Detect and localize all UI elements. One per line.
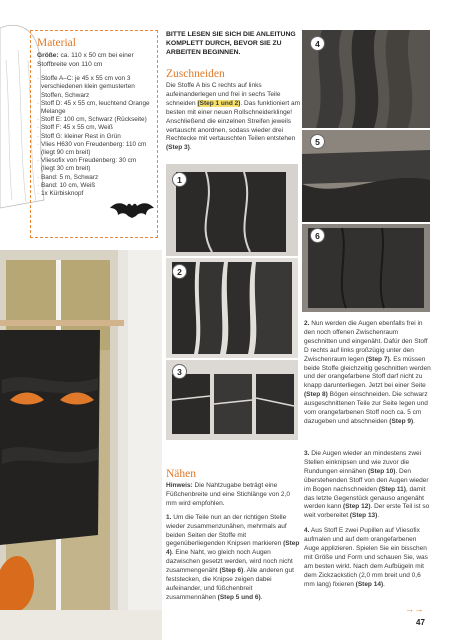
page-number: 47: [416, 618, 425, 627]
step-ref: (Step 10): [367, 467, 396, 475]
step-ref: (Step 9): [389, 417, 414, 425]
step-ref: (Step 14): [355, 580, 384, 588]
section-title-zuschneiden: Zuschneiden: [166, 68, 225, 80]
text-run: .: [189, 144, 192, 152]
material-list: [37, 75, 151, 198]
paragraph-number: 4.: [304, 527, 310, 535]
material-title: Material: [37, 37, 76, 49]
material-size: [37, 52, 151, 69]
section-title-naehen: Nähen: [166, 468, 197, 480]
text-run: . Der erste Teil ist so weit vorbereitet: [304, 503, 430, 520]
step-ref: (Step 12): [343, 503, 371, 511]
text-run: , damit das letzte Gegenstück genauso angenäht werden kann: [304, 485, 426, 511]
material-item: · Band: 5 m, Schwarz: [37, 174, 151, 182]
step-ref: (Step 1 und 2): [197, 99, 241, 107]
bat-icon: [110, 200, 154, 220]
step-ref: (Step 5 und 6): [217, 593, 261, 601]
step-ref: (Step 7): [365, 355, 390, 363]
step-photo-4: [302, 30, 430, 128]
text-run: . Es müssen beide Stoffe gleichzeitig geschnitten werden und der orangefarbene Stoff darf nicht zu knapp darunterliegen. Jetzt bei einer Seite: [304, 355, 431, 390]
step-ref: (Step 11): [378, 485, 406, 493]
material-item: · Vliesofix von Freudenberg: 30 cm (liegt 30 cm breit): [37, 157, 151, 173]
material-item: · Stoff G: kleiner Rest in Grün: [37, 133, 151, 141]
material-item: · Stoff F: 45 x 55 cm, Weiß: [37, 124, 151, 132]
paragraph-number: 1.: [166, 513, 172, 521]
step-photo-5: [302, 130, 430, 222]
zuschneiden-text: [166, 82, 302, 153]
material-item: · Stoff D: 45 x 55 cm, leuchtend Orange Melange: [37, 100, 151, 116]
step-photo-1: [166, 164, 298, 256]
text-run: . Eine Naht, wo gleich noch Augen dazwischen gesetzt werden, wird noch nicht zusammengenäht: [166, 549, 293, 575]
step-ref: (Step 8): [304, 391, 328, 399]
text-run: .: [413, 417, 415, 425]
step-badge: 4: [310, 36, 325, 51]
curtain-photo: [0, 250, 162, 640]
window-curtain-graphic: [0, 250, 162, 640]
step-photo-2: [166, 258, 298, 358]
paragraph-1: [166, 514, 300, 603]
step-photo-6: [302, 224, 430, 312]
step2-text: [304, 320, 432, 427]
hint-label: Hinweis:: [166, 482, 193, 489]
step-badge: 6: [310, 228, 325, 243]
text-run: Die Nahtzugabe beträgt eine Füßchenbreite und eine Stichlänge von 2,0 mm wird empfohlen.: [166, 482, 290, 507]
step-ref: (Step 6): [219, 567, 244, 575]
step3-4-text: [304, 450, 432, 596]
size-value: ca. 110 x 50 cm bei einer Stoffbreite von 110 cm: [37, 52, 134, 68]
paragraph-4: [304, 527, 432, 589]
step-photo-3: [166, 360, 298, 440]
text-run: .: [383, 580, 385, 588]
material-item: · Stoff E: 100 cm, Schwarz (Rückseite): [37, 116, 151, 124]
paragraph-number: 2.: [304, 320, 310, 327]
paragraph-number: 3.: [304, 450, 310, 457]
naehen-text: [166, 482, 300, 608]
text-run: Bögen einschneiden. Die schwarz ausgeschnittenen Teile zur Seite legen und vom orangefarbenen Stoff noch ca. 5 cm dazugeben und abschneiden: [304, 391, 428, 425]
text-run: Aus Stoff E zwei Pupillen auf Vliesofix aufmalen und auf dem orangefarbenen Auge applizieren. Spielen Sie ein bisschen mit Größe und Form und schauen Sie, was am besten wirkt. Nach dem Aufbügeln mit dem Zickzackstich (2,0 mm breit und 0,6 mm lang) fixieren: [304, 527, 428, 588]
text-run: Die Stoffe A bis C rechts auf links aufeinanderlegen und frei in sechs Teile schneiden: [166, 82, 281, 107]
continue-arrow-icon: → →: [405, 604, 423, 614]
step-badge: 5: [310, 134, 325, 149]
step-ref: (Step 13): [349, 512, 378, 520]
text-run: . Das funktioniert am besten mit einer neuen Rollschneiderklinge! Anschließend die einzelnen Streifen jeweils vertauscht anordnen, sodass wieder drei Rechtecke mit vertauschten Teilen entstehen: [166, 99, 301, 143]
step-ref: (Step 4): [166, 540, 300, 557]
text-run: .: [377, 512, 380, 520]
text-run: Die Augen wieder an mindestens zwei Stellen einknipsen und wie zuvor die Rundungen einnähen: [304, 450, 422, 475]
step-badge: 3: [172, 364, 187, 379]
hint-paragraph: [166, 482, 300, 509]
step-ref: (Step 3): [166, 144, 190, 152]
text-run: Nun werden die Augen ebenfalls frei in den noch offenen Zwischenraum geschnitten und eingenäht. Dafür den Stoff D rechts auf links großzügig unter den Zwischenraum legen: [304, 320, 428, 363]
paragraph-3: [304, 450, 432, 521]
material-item: · Band: 10 cm, Weiß: [37, 182, 151, 190]
step-badge: 2: [172, 264, 187, 279]
text-run: .: [260, 593, 263, 601]
text-run: Um die Teile nun an der richtigen Stelle wieder zusammenzunähen, mehrmals auf beiden Seiten der Stoffe mit gegenüberliegenden Knipsen markieren: [166, 513, 287, 548]
material-item: · Vlies H630 von Freudenberg: 110 cm (liegt 90 cm breit): [37, 141, 151, 157]
intro-notice: BITTE LESEN SIE SICH DIE ANLEITUNG KOMPLETT DURCH, BEVOR SIE ZU ARBEITEN BEGINNEN.: [166, 31, 296, 56]
step-badge: 1: [172, 172, 187, 187]
material-item: · Stoffe A–C: je 45 x 55 cm von 3 verschiedenen klein gemusterten Stoffen, Schwarz: [37, 75, 151, 100]
size-label: Größe:: [37, 52, 59, 59]
material-item: · 1x Kürbisknopf: [37, 190, 151, 198]
text-run: . Den überstehenden Stoff von den Augen wieder im Bogen nachschneiden: [304, 467, 429, 493]
text-run: . Alle anderen gut feststecken, die Knipse zeigen dabei aufeinander, und füßchenbreit zusammennähen: [166, 567, 294, 601]
